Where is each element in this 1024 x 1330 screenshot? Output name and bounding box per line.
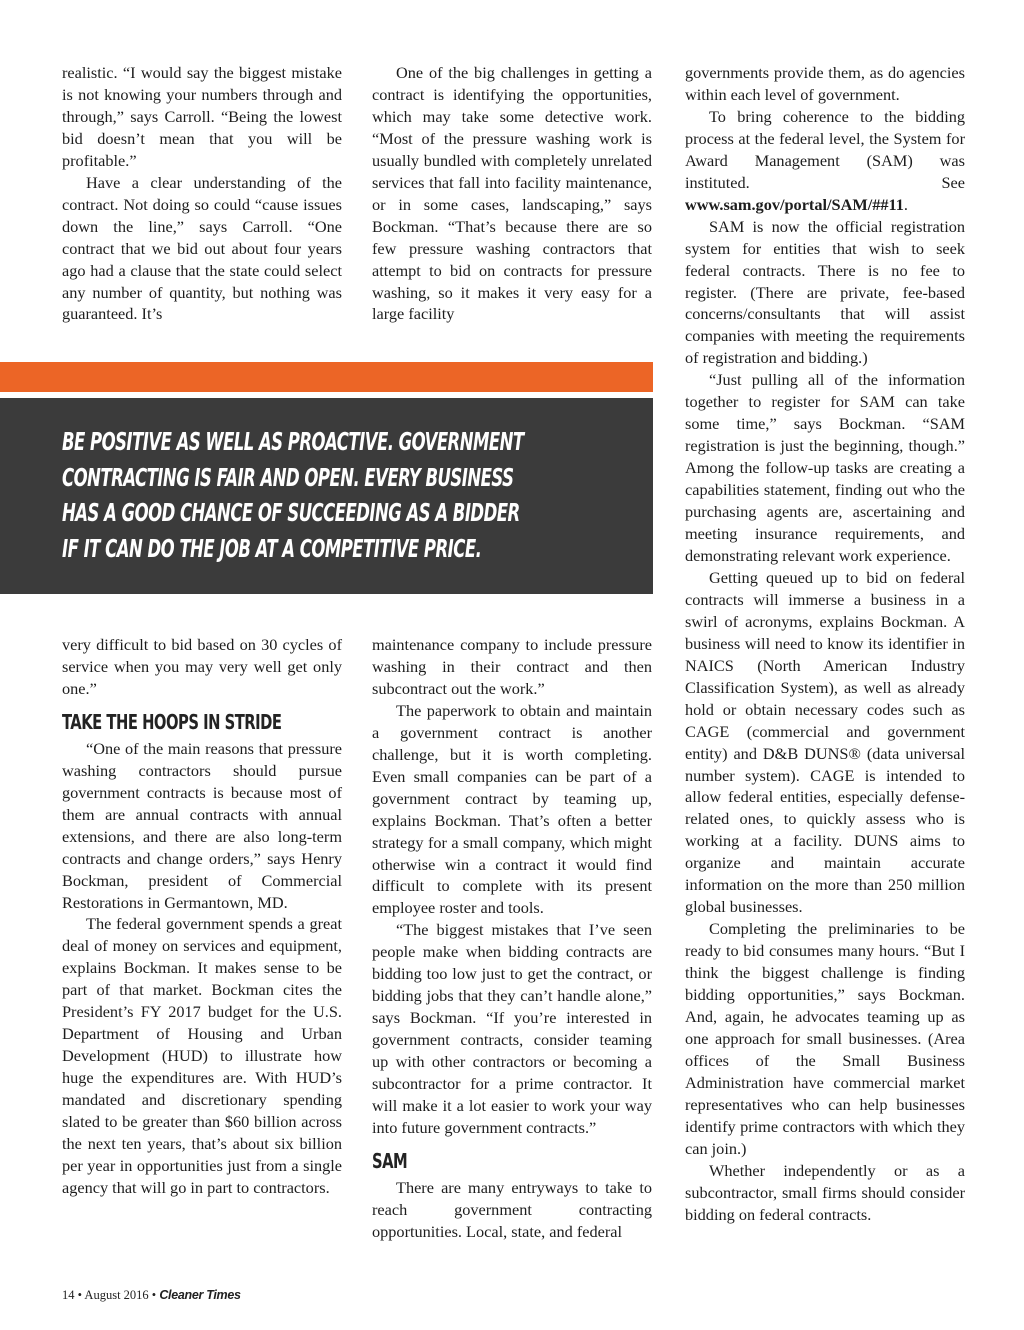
paragraph: governments provide them, as do agencies within each level of government. — [685, 63, 965, 104]
paragraph: very difficult to bid based on 30 cycles of service when you may very well get only one.” — [62, 635, 342, 698]
paragraph: Have a clear understanding of the contract. Not doing so could “cause issues down the line,” says Carroll. “One contract that we bid out about four years ago had a clause that the state could select any number of quantity, but nothing was guaranteed. It’s — [62, 172, 342, 324]
paragraph: There are many entryways to take to reach government contracting opportunities. Local, state, and federal — [372, 1177, 652, 1241]
column-2-bottom — [372, 634, 652, 1243]
paragraph: “One of the main reasons that pressure washing contractors should pursue government contracts is because most of them are annual contracts with annual extensions, and there are also long-term contracts and change orders,” says Henry Bockman, president of Commercial Restorations in Germantown, MD. — [62, 738, 342, 912]
paragraph: The paperwork to obtain and maintain a government contract is another challenge, but it is worth completing. Even small companies can be part of a government contract by teaming up, explains Bockman. That’s often a better strategy for a small company, which might otherwise win a contract it would find difficult to complete with its present employee roster and tools. — [372, 700, 652, 918]
section-heading: TAKE THE HOOPS IN STRIDE — [62, 709, 282, 734]
paragraph: Completing the preliminaries to be ready to bid consumes many hours. “But I think the biggest challenge is finding bidding opportunities,” says Bockman. And, again, he advocates teaming up as one approach for small businesses. (Area offices of the Small Business Administration have commercial market representatives who can help businesses identify prime contractors with which they can join.) — [685, 919, 965, 1158]
column-3 — [685, 62, 965, 1226]
column-2-top — [372, 62, 652, 325]
paragraph — [685, 106, 965, 216]
paragraph: realistic. “I would say the biggest mistake is not knowing your numbers through and through,” says Carroll. “Being the lowest bid doesn’t mean that you will be profitable.” — [62, 63, 342, 170]
paragraph: Whether independently or as a subcontractor, small firms should consider bidding on federal contracts. — [685, 1160, 965, 1224]
paragraph-text: To bring coherence to the bidding process at the federal level, the System for Award Management (SAM) was instituted. See — [685, 106, 965, 192]
section-heading: SAM — [372, 1148, 408, 1173]
accent-bar — [0, 362, 653, 392]
publication-name: Cleaner Times — [159, 1288, 241, 1302]
sam-url: www.sam.gov/portal/SAM/##11 — [685, 194, 904, 214]
paragraph: SAM is now the official registration system for entities that wish to seek federal contracts. There is no fee to register. (There are private, fee-based concerns/consultants that will assist companies with meeting the requirements of registration and bidding.) — [685, 216, 965, 368]
paragraph: “The biggest mistakes that I’ve seen people make when bidding contracts are bidding too low just to get the contract, or bidding jobs that they can’t handle alone,” says Bockman. “If you’re interested in government contracts, consider teaming up with other contractors or becoming a subcontractor for a prime contractor. It will make it a lot easier to work your way into future government contracts.” — [372, 920, 652, 1137]
paragraph: maintenance company to include pressure washing in their contract and then subcontract out the work.” — [372, 635, 652, 698]
paragraph: The federal government spends a great deal of money on services and equipment, explains Bockman. It makes sense to be part of that market. Bockman cites the President’s FY 2017 budget for the U.S. Department of Housing and Urban Development (HUD) to illustrate how huge the expenditures are. With HUD’s mandated and discretionary spending slated to be greater than $60 billion across the next ten years, that’s about six billion per year in opportunities just from a single agency that will go in part to contractors. — [62, 914, 342, 1197]
paragraph: Getting queued up to bid on federal contracts will immerse a business in a swirl of acronyms, explains Bockman. A business will need to know its identifier in NAICS (North American Industry Classification System), as well as already hold or obtain necessary codes such as CAGE (commercial and government entity) and D&B DUNS® (data universal number system). CAGE is intended to allow federal entities, especially defense-related ones, to quickly assess who is working at a facility. DUNS aims to organize and maintain accurate information on the more than 250 million global businesses. — [685, 567, 965, 917]
column-1-top — [62, 62, 342, 325]
paragraph: “Just pulling all of the information together to register for SAM can take some time,” says Bockman. “SAM registration is just the beginning, though.” Among the follow-up tasks are creating a capabilities statement, finding out who the purchasing agents are, ascertaining and meeting insurance requirements, and demonstrating relevant work experience. — [685, 370, 965, 565]
page-footer — [62, 1288, 241, 1303]
paragraph-text: . — [903, 194, 908, 214]
pull-quote: BE POSITIVE AS WELL AS PROACTIVE. GOVERNMENT CONTRACTING IS FAIR AND OPEN. EVERY BUSINESS HAS A GOOD CHANCE OF SUCCEEDING AS A BIDDER IF IT CAN DO THE JOB AT A COMPETITIVE PRICE. — [62, 427, 524, 563]
paragraph: One of the big challenges in getting a contract is identifying the opportunities, which may take some detective work. “Most of the pressure washing work is usually bundled with completely unrelated services that fall into facility maintenance, or in some cases, landscaping,” says Bockman. “That’s because there are so few pressure washing contractors that attempt to bid on contracts for pressure washing, so it makes it very easy for a large facility — [372, 63, 652, 324]
page-info: 14 • August 2016 • — [62, 1288, 160, 1302]
column-1-bottom — [62, 634, 342, 1199]
